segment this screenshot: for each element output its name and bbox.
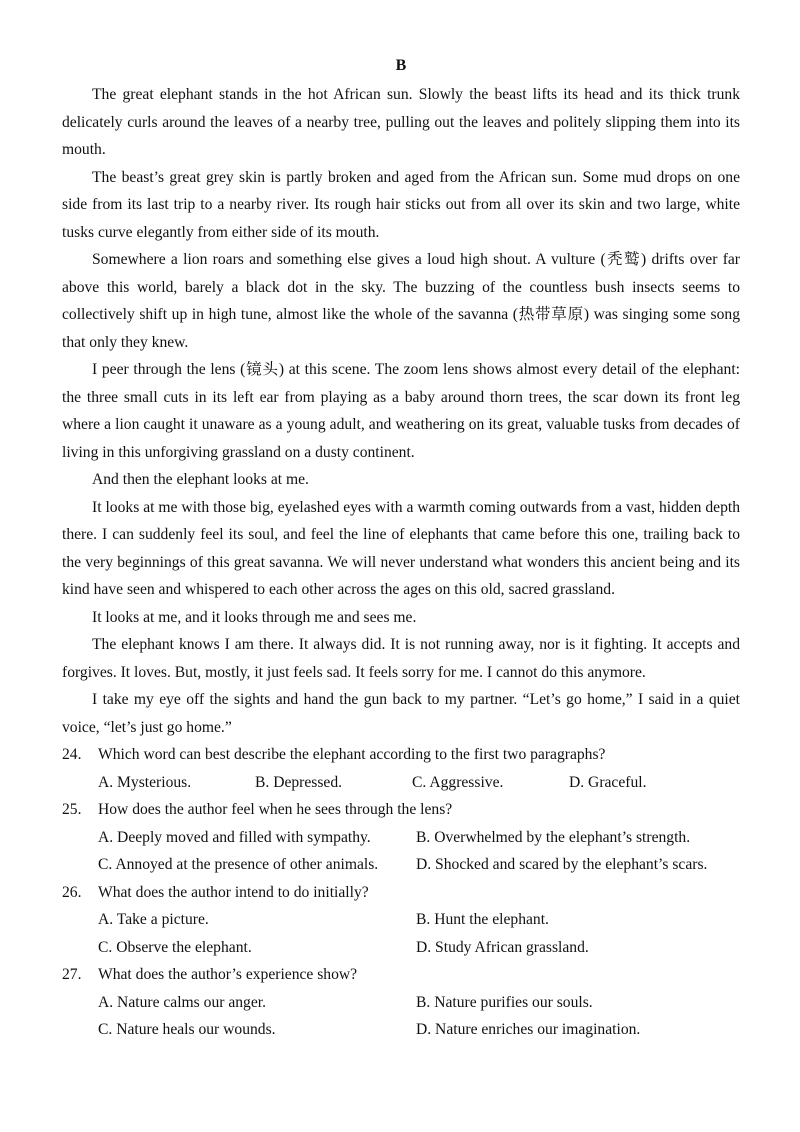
option-d: D. Shocked and scared by the elephant’s scars. — [416, 856, 708, 873]
passage — [62, 81, 740, 741]
questions — [62, 741, 740, 1044]
paragraph-6: It looks at me with those big, eyelashed eyes with a warmth coming outwards from a vast, hidden depth there. I can suddenly feel its soul, and feel the line of elephants that came before this one, trailing back to the very beginnings of this great savanna. We will never understand what wonders this ancient being and its kind have seen and whispered to each other across the ages on this old, sacred grassland. — [62, 498, 740, 598]
question-24 — [62, 741, 740, 796]
option-d: D. Graceful. — [569, 773, 647, 791]
option-c: C. Observe the elephant. — [98, 938, 252, 956]
paragraph-5: And then the elephant looks at me. — [92, 471, 309, 488]
option-d: D. Study African grassland. — [416, 938, 589, 956]
paragraph-2: The beast’s great grey skin is partly broken and aged from the African sun. Some mud drops on one side from its last trip to a nearby river. Its rough hair sticks out from all over its skin and two large, white tusks curve elegantly from either side of its mouth. — [62, 168, 740, 241]
option-c: C. Annoyed at the presence of other animals. — [98, 856, 379, 873]
option-b: B. Depressed. — [255, 773, 343, 791]
question-stem: What does the author’s experience show? — [98, 966, 358, 983]
paragraph-1: The great elephant stands in the hot African sun. Slowly the beast lifts its head and its thick trunk delicately curls around the leaves of a nearby tree, pulling out the leaves and politely slipping them into its mouth. — [62, 86, 740, 158]
question-number: 27. — [62, 966, 82, 983]
paragraph-7: It looks at me, and it looks through me and sees me. — [92, 608, 417, 626]
option-a: A. Nature calms our anger. — [98, 993, 267, 1011]
option-b: B. Overwhelmed by the elephant’s strength. — [416, 828, 691, 846]
question-number: 25. — [62, 801, 82, 818]
paragraph-3: Somewhere a lion roars and something else gives a loud high shout. A vulture (秃鹫) drifts over far above this world, barely a black dot in the sky. The buzzing of the countless bush insects seems to collectively shift up in high tune, almost like the whole of the savanna (热带草原) was singing some song that only they knew. — [62, 251, 740, 351]
exam-page — [62, 54, 740, 1044]
option-b: B. Hunt the elephant. — [416, 911, 549, 928]
paragraph-8: The elephant knows I am there. It always did. It is not running away, nor is it fighting. It accepts and forgives. It loves. But, mostly, it just feels sad. It feels sorry for me. I cannot do this anymore. — [62, 636, 740, 681]
option-a: A. Take a picture. — [98, 911, 209, 928]
section-title: B — [395, 57, 407, 74]
question-stem: How does the author feel when he sees through the lens? — [98, 801, 453, 818]
option-b: B. Nature purifies our souls. — [416, 993, 593, 1011]
option-c: C. Aggressive. — [412, 773, 504, 791]
question-25 — [62, 796, 740, 879]
question-number: 24. — [62, 746, 82, 763]
question-number: 26. — [62, 883, 82, 901]
paragraph-4: I peer through the lens (镜头) at this scene. The zoom lens shows almost every detail of the elephant: the three small cuts in its left ear from playing as a baby around thorn trees, the scar down its front leg where a lion caught it unaware as a young adult, and weathering on its great, valuable tusks from decades of living in this unforgiving grassland on a dusty continent. — [62, 361, 740, 461]
question-stem: Which word can best describe the elephant according to the first two paragraphs? — [98, 746, 606, 763]
option-d: D. Nature enriches our imagination. — [416, 1021, 641, 1038]
question-26 — [62, 879, 740, 962]
option-a: A. Mysterious. — [98, 773, 192, 791]
option-c: C. Nature heals our wounds. — [98, 1021, 276, 1038]
question-27 — [62, 961, 740, 1044]
option-a: A. Deeply moved and filled with sympathy. — [98, 828, 371, 846]
paragraph-9: I take my eye off the sights and hand the gun back to my partner. “Let’s go home,” I said in a quiet voice, “let’s just go home.” — [62, 691, 740, 736]
question-stem: What does the author intend to do initially? — [98, 883, 369, 901]
